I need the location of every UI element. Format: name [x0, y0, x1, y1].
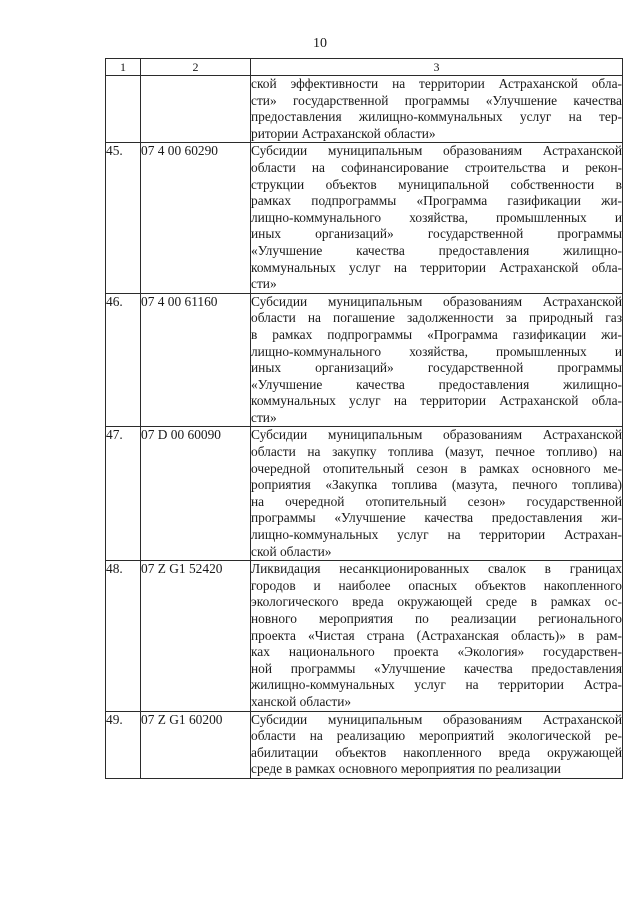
- table-row: [106, 76, 623, 143]
- description-line: области на реализацию мероприятий экологической ре-: [251, 728, 622, 744]
- description-line: сти» государственной программы «Улучшение качества: [251, 92, 622, 108]
- description-line: лищно-коммунального хозяйства, промышленных и: [251, 343, 622, 359]
- page-number: 10: [313, 36, 327, 51]
- row-number: 49.: [106, 711, 141, 778]
- row-description: [251, 143, 623, 293]
- description-line: абилитации объектов накопленного вреда окружающей: [251, 744, 622, 760]
- description-line: городов и наиболее опасных объектов накопленного: [251, 577, 622, 593]
- description-line: Субсидии муниципальным образованиям Астраханской: [251, 143, 622, 159]
- description-line: области на погашение задолженности за природный газ: [251, 310, 622, 326]
- description-line: жилищно-коммунальных услуг на территории Астра-: [251, 677, 622, 693]
- row-number: 45.: [106, 143, 141, 293]
- row-description: [251, 427, 623, 561]
- description-line: иных организаций» государственной программы: [251, 360, 622, 376]
- description-line: ритории Астраханской области»: [251, 125, 436, 141]
- classification-code: 07 Z G1 52420: [141, 561, 251, 711]
- row-number: 47.: [106, 427, 141, 561]
- classification-code: 07 Z G1 60200: [141, 711, 251, 778]
- description-line: сти»: [251, 276, 277, 292]
- description-line: коммунальных услуг на территории Астраханской обла-: [251, 259, 622, 275]
- description-line: иных организаций» государственной программы: [251, 226, 622, 242]
- description-line: Субсидии муниципальным образованиям Астраханской: [251, 293, 622, 309]
- table-row: [106, 293, 623, 427]
- classification-code: 07 D 00 60090: [141, 427, 251, 561]
- row-description: [251, 293, 623, 427]
- column-header-3: 3: [251, 59, 623, 76]
- description-line: Ликвидация несанкционированных свалок в границах: [251, 561, 622, 577]
- description-line: Субсидии муниципальным образованиям Астраханской: [251, 427, 622, 443]
- description-line: струкции объектов муниципальной собственности в: [251, 176, 622, 192]
- description-line: проекта «Чистая страна (Астраханская область)» в рам-: [251, 627, 622, 643]
- description-line: лищно-коммунального хозяйства, промышленных и: [251, 209, 622, 225]
- description-line: на очередной отопительный сезон» государственной: [251, 493, 622, 509]
- table-row: [106, 711, 623, 778]
- row-description: [251, 76, 623, 143]
- description-line: экологического вреда окружающей среде в рамках ос-: [251, 594, 622, 610]
- table-row: [106, 561, 623, 711]
- row-number: 48.: [106, 561, 141, 711]
- description-line: новного мероприятия по реализации регионального: [251, 611, 622, 626]
- row-description: [251, 561, 623, 711]
- description-line: лищно-коммунальных услуг на территории Астрахан-: [251, 527, 622, 543]
- description-line: очередной отопительный сезон в рамках основного ме-: [251, 460, 622, 476]
- column-header-2: 2: [141, 59, 251, 76]
- row-number: 46.: [106, 293, 141, 427]
- description-line: роприятия «Закупка топлива (мазута, печного топлива): [251, 477, 622, 493]
- description-line: «Улучшение качества предоставления жилищно-: [251, 242, 622, 258]
- description-line: «Улучшение качества предоставления жилищно-: [251, 376, 622, 392]
- description-line: программы «Улучшение качества предоставления жи-: [251, 510, 622, 526]
- description-line: области на закупку топлива (мазут, печное топливо) на: [251, 444, 622, 460]
- description-line: среде в рамках основного мероприятия по реализации: [251, 761, 561, 777]
- description-line: ской эффективности на территории Астраханской обла-: [251, 76, 622, 91]
- table-row: [106, 143, 623, 293]
- description-line: в рамках подпрограммы «Программа газификации жи-: [251, 326, 622, 342]
- description-line: ской области»: [251, 543, 332, 559]
- table-header-row: [106, 59, 623, 76]
- description-line: ной программы «Улучшение качества предоставления: [251, 660, 622, 676]
- row-number: [106, 76, 141, 143]
- description-line: рамках подпрограммы «Программа газификации жи-: [251, 193, 622, 209]
- description-line: сти»: [251, 409, 277, 425]
- budget-classification-table: [105, 58, 623, 779]
- description-line: Субсидии муниципальным образованиям Астраханской: [251, 711, 622, 727]
- table-row: [106, 427, 623, 561]
- classification-code: [141, 76, 251, 143]
- description-line: ках национального проекта «Экология» государствен-: [251, 644, 622, 660]
- description-line: коммунальных услуг на территории Астраханской обла-: [251, 393, 622, 409]
- description-line: ханской области»: [251, 693, 352, 709]
- column-header-1: 1: [106, 59, 141, 76]
- table-body: [106, 76, 623, 779]
- description-line: области на софинансирование строительства и рекон-: [251, 159, 622, 175]
- row-description: [251, 711, 623, 778]
- classification-code: 07 4 00 61160: [141, 293, 251, 427]
- classification-code: 07 4 00 60290: [141, 143, 251, 293]
- description-line: предоставления жилищно-коммунальных услуг на тер-: [251, 109, 622, 125]
